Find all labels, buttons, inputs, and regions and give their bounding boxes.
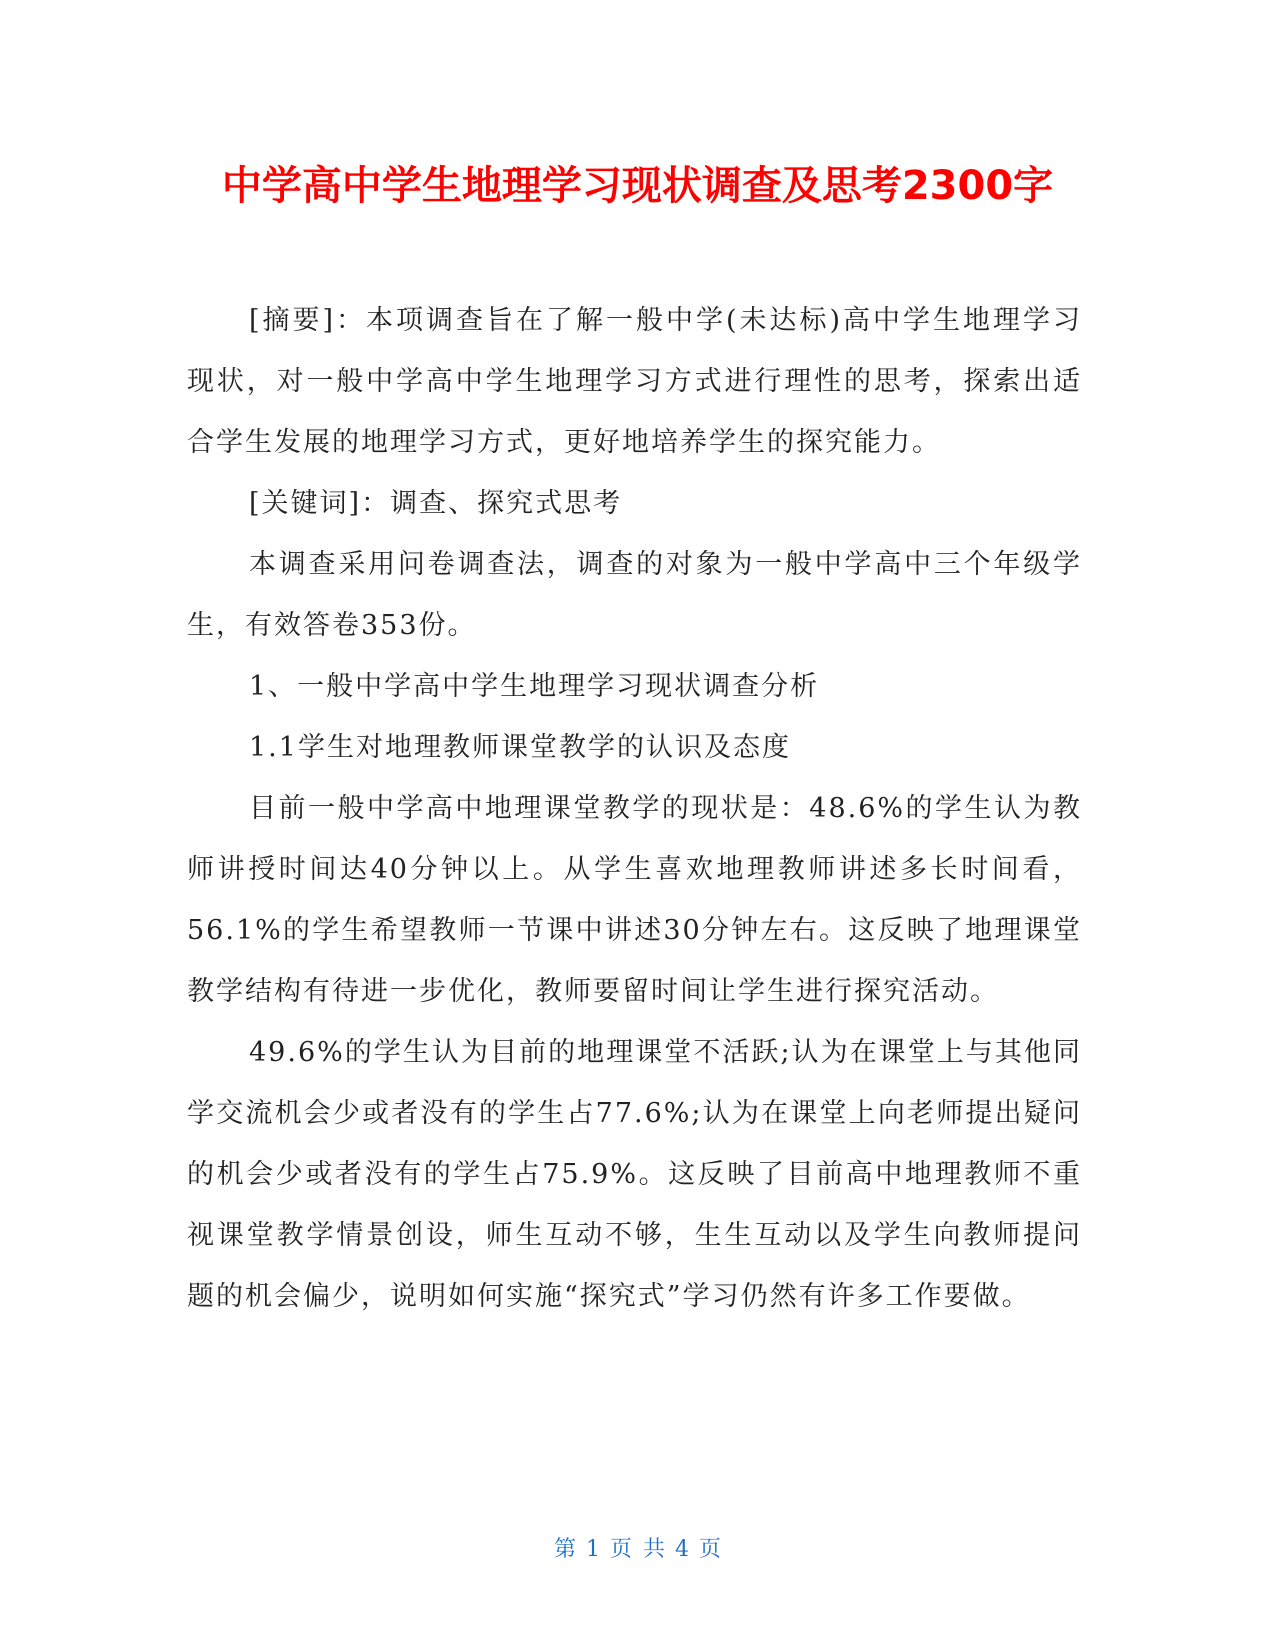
page-number-footer (0, 1535, 1275, 1565)
footer-suffix: 页 (699, 1537, 722, 1562)
document-title: 中学高中学生地理学习现状调查及思考2300字 (221, 163, 1054, 209)
footer-total-pages: 4 (675, 1537, 689, 1562)
abstract-paragraph: [摘要]：本项调查旨在了解一般中学(未达标)高中学生地理学习现状，对一般中学高中学生地理学习方式进行理性的思考，探索出适合学生发展的地理学习方式，更好地培养学生的探究能力。 (187, 305, 1082, 458)
document-body (187, 290, 1082, 1327)
section-heading: 1、一般中学高中学生地理学习现状调查分析 (249, 671, 820, 702)
subsection-heading: 1.1学生对地理教师课堂教学的认识及态度 (249, 732, 791, 763)
footer-current-page: 1 (586, 1537, 600, 1562)
footer-middle: 页 共 (610, 1537, 665, 1562)
body-paragraph: 49.6%的学生认为目前的地理课堂不活跃;认为在课堂上与其他同学交流机会少或者没有的学生占77.6%;认为在课堂上向老师提出疑问的机会少或者没有的学生占75.9%。这反映了目前高中地理教师不重视课堂教学情景创设，师生互动不够，生生互动以及学生向教师提问题的机会偏少，说明如何实施“探究式”学习仍然有许多工作要做。 (187, 1037, 1082, 1312)
footer-prefix: 第 (553, 1537, 576, 1562)
method-paragraph: 本调查采用问卷调查法，调查的对象为一般中学高中三个年级学生，有效答卷353份。 (187, 549, 1082, 641)
body-paragraph: 目前一般中学高中地理课堂教学的现状是：48.6%的学生认为教师讲授时间达40分钟以上。从学生喜欢地理教师讲述多长时间看，56.1%的学生希望教师一节课中讲述30分钟左右。这反映了地理课堂教学结构有待进一步优化，教师要留时间让学生进行探究活动。 (187, 793, 1082, 1007)
keywords-paragraph: [关键词]：调查、探究式思考 (249, 488, 623, 519)
